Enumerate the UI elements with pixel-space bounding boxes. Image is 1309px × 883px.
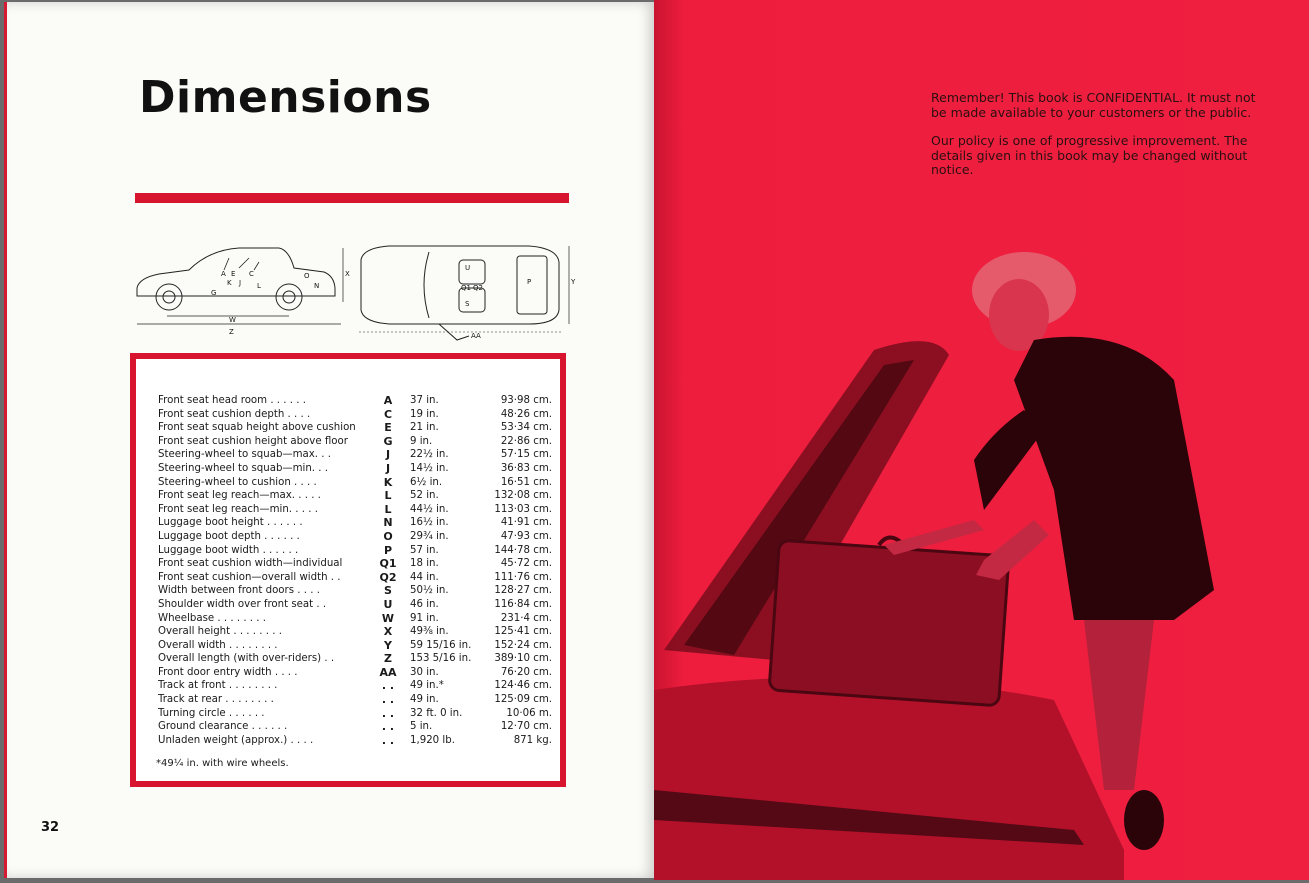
diagram-label: P: [527, 278, 532, 286]
dimension-code: . .: [381, 733, 395, 747]
dimension-label: Steering-wheel to cushion . . . .: [158, 476, 317, 488]
dimension-label: Wheelbase . . . . . . . .: [158, 612, 266, 624]
dimension-metric: 22·86 cm.: [500, 435, 552, 447]
dimension-inches: 14½ in.: [410, 462, 449, 474]
dimension-code: . .: [381, 720, 395, 734]
diagram-label: X: [345, 270, 350, 278]
dimension-label: Overall height . . . . . . . .: [158, 626, 282, 638]
dimension-code: X: [383, 625, 393, 639]
car-dimension-diagram: [129, 240, 579, 350]
dimension-label: Luggage boot width . . . . . .: [158, 544, 299, 556]
dimension-metric: 111·76 cm.: [494, 571, 552, 583]
dimension-metric: 113·03 cm.: [494, 503, 552, 515]
table-row: [158, 652, 568, 666]
dimension-inches: 91 in.: [410, 612, 439, 624]
dimension-inches: 52 in.: [410, 490, 439, 502]
table-row: [158, 612, 568, 626]
dimension-metric: 125·41 cm.: [494, 626, 552, 638]
table-row: [158, 693, 568, 707]
dimension-inches: 22½ in.: [410, 449, 449, 461]
top-view-drawing: [359, 246, 569, 340]
dimension-code: AA: [379, 665, 397, 679]
diagram-label: J: [239, 279, 242, 287]
dimension-label: Luggage boot height . . . . . .: [158, 517, 303, 529]
dimension-metric: 144·78 cm.: [494, 544, 552, 556]
diagram-label: W: [229, 316, 236, 324]
dimension-label: Front seat cushion width—individual: [158, 558, 343, 570]
dimension-code: E: [384, 421, 392, 435]
suitcase: [769, 540, 1009, 706]
dimension-label: Front seat cushion height above floor: [158, 435, 348, 447]
dimension-metric: 231·4 cm.: [500, 612, 552, 624]
dimension-label: Front seat leg reach—max. . . . .: [158, 490, 321, 502]
dimension-code: Z: [384, 652, 392, 666]
dimension-label: Overall width . . . . . . . .: [158, 639, 278, 651]
dimension-inches: 19 in.: [410, 408, 439, 420]
dimension-label: Track at rear . . . . . . . .: [158, 694, 274, 706]
dimension-code: J: [385, 461, 391, 475]
table-row: [158, 707, 568, 721]
diagram-label: S: [465, 300, 470, 308]
table-row: [158, 421, 568, 435]
table-row: [158, 408, 568, 422]
dimension-inches: 5 in.: [410, 721, 433, 733]
diagram-label: O: [304, 272, 310, 280]
table-row: [158, 734, 568, 748]
dimension-code: . .: [381, 679, 395, 693]
dimension-metric: 871 kg.: [513, 734, 552, 746]
notice-confidential: Remember! This book is CONFIDENTIAL. It must not be made available to your customers or the public.: [931, 90, 1256, 120]
dimension-inches: 49 in.: [410, 694, 439, 706]
table-row: [158, 489, 568, 503]
diagram-label: Q1: [461, 284, 471, 292]
dimension-metric: 41·91 cm.: [500, 517, 552, 529]
dimension-code: U: [383, 597, 393, 611]
dimension-code: L: [384, 502, 392, 516]
table-row: [158, 584, 568, 598]
dimension-code: L: [384, 489, 392, 503]
dimension-label: Shoulder width over front seat . .: [158, 598, 327, 610]
dimension-inches: 50½ in.: [410, 585, 449, 597]
table-row: [158, 639, 568, 653]
dimension-code: W: [381, 611, 395, 625]
dimension-metric: 132·08 cm.: [494, 490, 552, 502]
table-row: [158, 394, 568, 408]
table-row: [158, 516, 568, 530]
dimension-label: Overall length (with over-riders) . .: [158, 653, 335, 665]
table-row: [158, 666, 568, 680]
dimension-inches: 1,920 lb.: [410, 734, 455, 746]
dimension-code: . .: [381, 706, 395, 720]
dimension-code: A: [383, 394, 393, 407]
dimension-metric: 36·83 cm.: [500, 462, 552, 474]
page-number: 32: [41, 820, 60, 835]
dimension-code: Q2: [379, 570, 397, 584]
dimension-metric: 124·46 cm.: [494, 680, 552, 692]
dimension-inches: 57 in.: [410, 544, 439, 556]
table-row: [158, 557, 568, 571]
dimension-inches: 6½ in.: [410, 476, 443, 488]
dimension-metric: 76·20 cm.: [500, 666, 552, 678]
dimension-label: Luggage boot depth . . . . . .: [158, 530, 300, 542]
dimension-inches: 32 ft. 0 in.: [410, 707, 463, 719]
dimension-metric: 116·84 cm.: [494, 598, 552, 610]
confidential-notice: [931, 91, 1261, 192]
table-row: [158, 462, 568, 476]
dimension-code: Y: [384, 638, 392, 652]
diagram-label: L: [257, 282, 261, 290]
dimension-label: Turning circle . . . . . .: [158, 707, 265, 719]
table-row: [158, 544, 568, 558]
notice-policy: Our policy is one of progressive improvement. The details given in this book may be changed without notice.: [931, 133, 1248, 177]
dimension-code: G: [383, 434, 393, 448]
dimension-inches: 9 in.: [410, 435, 433, 447]
dimension-metric: 57·15 cm.: [500, 449, 552, 461]
dimension-label: Front door entry width . . . .: [158, 666, 298, 678]
diagram-label: K: [227, 279, 232, 287]
dimension-inches: 29¾ in.: [410, 530, 449, 542]
dimension-metric: 47·93 cm.: [500, 530, 552, 542]
table-row: [158, 530, 568, 544]
diagram-label: N: [314, 282, 320, 290]
dimension-label: Steering-wheel to squab—min. . .: [158, 462, 329, 474]
diagram-label: U: [465, 264, 471, 272]
dimension-code: . .: [381, 693, 395, 707]
dimension-inches: 30 in.: [410, 666, 439, 678]
dimension-label: Front seat cushion depth . . . .: [158, 408, 311, 420]
dimension-inches: 49 in.*: [410, 680, 444, 692]
dimension-code: O: [383, 529, 393, 543]
dimension-label: Unladen weight (approx.) . . . .: [158, 734, 314, 746]
diagram-label: AA: [471, 332, 481, 340]
dimension-label: Front seat cushion—overall width . .: [158, 571, 341, 583]
red-divider: [135, 193, 569, 203]
dimension-label: Front seat leg reach—min. . . . .: [158, 503, 318, 515]
dimension-label: Steering-wheel to squab—max. . .: [158, 449, 331, 461]
table-row: [158, 448, 568, 462]
dimension-metric: 125·09 cm.: [494, 694, 552, 706]
dimension-inches: 59 15/16 in.: [410, 639, 472, 651]
table-row: [158, 476, 568, 490]
diagram-label: E: [231, 270, 236, 278]
dimension-inches: 16½ in.: [410, 517, 449, 529]
dimension-code: Q1: [379, 557, 397, 571]
dimension-metric: 53·34 cm.: [500, 422, 552, 434]
dimension-inches: 46 in.: [410, 598, 439, 610]
dimension-label: Front seat squab height above cushion: [158, 422, 356, 434]
dimension-inches: 44½ in.: [410, 503, 449, 515]
dimension-label: Front seat head room . . . . . .: [158, 395, 306, 406]
dimension-metric: 48·26 cm.: [500, 408, 552, 420]
table-row: [158, 679, 568, 693]
table-row: [158, 598, 568, 612]
diagram-label: Q2: [473, 284, 483, 292]
diagram-label: A: [221, 270, 226, 278]
footnote: *49¼ in. with wire wheels.: [156, 758, 289, 769]
table-row: [158, 720, 568, 734]
right-page: [654, 0, 1309, 880]
dimension-code: C: [383, 407, 393, 421]
dimension-metric: 152·24 cm.: [494, 639, 552, 651]
dimension-metric: 12·70 cm.: [500, 721, 552, 733]
diagram-label: G: [211, 289, 217, 297]
table-row: [158, 435, 568, 449]
dimension-metric: 93·98 cm.: [500, 395, 552, 406]
dimension-label: Width between front doors . . . .: [158, 585, 320, 597]
diagram-label: Z: [229, 328, 234, 336]
dimension-code: K: [383, 475, 393, 489]
dimension-code: J: [385, 448, 391, 462]
car-body: [654, 677, 1124, 880]
dimension-metric: 16·51 cm.: [500, 476, 552, 488]
dimension-inches: 44 in.: [410, 571, 439, 583]
dimension-inches: 21 in.: [410, 422, 439, 434]
table-row: [158, 571, 568, 585]
dimensions-table-box: [130, 353, 566, 787]
page-title: Dimensions: [139, 72, 432, 123]
table-row: [158, 625, 568, 639]
dimension-inches: 153 5/16 in.: [410, 653, 472, 665]
dimension-inches: 18 in.: [410, 558, 439, 570]
dimension-code: S: [384, 584, 392, 598]
dimension-metric: 10·06 m.: [506, 707, 552, 719]
dimension-metric: 128·27 cm.: [494, 585, 552, 597]
woman-loading-boot-photo: [654, 230, 1309, 880]
table-row: [158, 503, 568, 517]
dimensions-table: [158, 394, 568, 747]
diagram-label: C: [249, 270, 254, 278]
diagram-label: Y: [571, 278, 576, 286]
dimension-code: N: [383, 516, 393, 530]
left-page: [4, 2, 657, 878]
dimension-metric: 389·10 cm.: [494, 653, 552, 665]
dimension-label: Track at front . . . . . . . .: [158, 680, 278, 692]
dimension-inches: 37 in.: [410, 395, 439, 406]
dimension-inches: 49⅜ in.: [410, 626, 449, 638]
dimension-code: P: [383, 543, 393, 557]
dimension-metric: 45·72 cm.: [500, 558, 552, 570]
dimension-label: Ground clearance . . . . . .: [158, 721, 288, 733]
